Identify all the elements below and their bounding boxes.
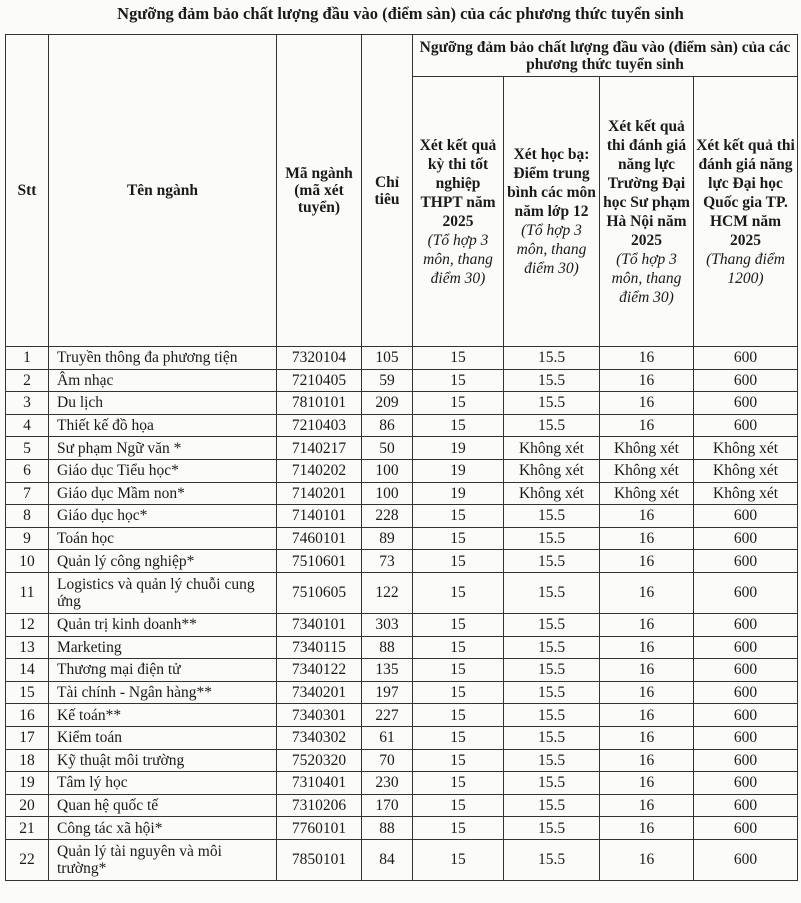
cell-name: Âm nhạc	[49, 369, 277, 392]
cell-m1: 15	[413, 839, 504, 880]
cell-m3: 16	[600, 347, 694, 370]
table-row	[6, 772, 798, 795]
cell-quota: 122	[362, 572, 413, 613]
cell-code: 7340122	[277, 659, 362, 682]
cell-m4: 600	[694, 527, 798, 550]
cell-code: 7140201	[277, 482, 362, 505]
cell-stt: 22	[6, 839, 49, 880]
cell-name: Toán học	[49, 527, 277, 550]
cell-m2: 15.5	[504, 347, 600, 370]
cell-m3: 16	[600, 414, 694, 437]
cell-code: 7320104	[277, 347, 362, 370]
cell-code: 7510605	[277, 572, 362, 613]
cell-name: Kỹ thuật môi trường	[49, 749, 277, 772]
cell-m4: Không xét	[694, 459, 798, 482]
cell-code: 7850101	[277, 839, 362, 880]
cell-m1: 15	[413, 613, 504, 636]
table-row	[6, 794, 798, 817]
cell-m4: 600	[694, 392, 798, 415]
cell-name: Thiết kế đồ họa	[49, 414, 277, 437]
cell-m3: 16	[600, 369, 694, 392]
cell-m3: 16	[600, 505, 694, 528]
table-row	[6, 505, 798, 528]
cell-m3: 16	[600, 772, 694, 795]
cell-m1: 15	[413, 505, 504, 528]
cell-quota: 73	[362, 550, 413, 573]
cell-m2: Không xét	[504, 459, 600, 482]
cell-m4: 600	[694, 636, 798, 659]
cell-m3: 16	[600, 659, 694, 682]
cell-stt: 21	[6, 817, 49, 840]
cell-quota: 86	[362, 414, 413, 437]
cell-name: Công tác xã hội*	[49, 817, 277, 840]
cell-name: Tâm lý học	[49, 772, 277, 795]
cell-m2: 15.5	[504, 505, 600, 528]
table-row	[6, 347, 798, 370]
cell-m1: 15	[413, 749, 504, 772]
cell-name: Quan hệ quốc tế	[49, 794, 277, 817]
cell-code: 7340302	[277, 726, 362, 749]
cell-m4: 600	[694, 550, 798, 573]
cell-m4: 600	[694, 613, 798, 636]
cell-stt: 16	[6, 704, 49, 727]
cell-m1: 15	[413, 794, 504, 817]
cell-name: Giáo dục Mầm non*	[49, 482, 277, 505]
cell-m1: 15	[413, 772, 504, 795]
table-row	[6, 817, 798, 840]
cell-m4: Không xét	[694, 482, 798, 505]
cell-stt: 19	[6, 772, 49, 795]
cell-m2: 15.5	[504, 794, 600, 817]
header-group: Ngưỡng đảm bảo chất lượng đầu vào (điểm sàn) của các phương thức tuyển sinh	[413, 35, 798, 77]
cell-code: 7810101	[277, 392, 362, 415]
cell-code: 7510601	[277, 550, 362, 573]
cell-m2: 15.5	[504, 636, 600, 659]
cell-m3: 16	[600, 839, 694, 880]
cell-quota: 105	[362, 347, 413, 370]
admission-threshold-table	[5, 34, 798, 881]
cell-m3: 16	[600, 572, 694, 613]
cell-name: Thương mại điện tử	[49, 659, 277, 682]
cell-code: 7340201	[277, 681, 362, 704]
table-row	[6, 414, 798, 437]
table-row	[6, 839, 798, 880]
cell-quota: 228	[362, 505, 413, 528]
cell-m4: 600	[694, 839, 798, 880]
cell-m1: 15	[413, 726, 504, 749]
cell-name: Quản lý công nghiệp*	[49, 550, 277, 573]
cell-m2: Không xét	[504, 482, 600, 505]
header-name: Tên ngành	[49, 35, 277, 347]
cell-stt: 17	[6, 726, 49, 749]
header-quota: Chỉ tiêu	[362, 35, 413, 347]
cell-m1: 19	[413, 482, 504, 505]
cell-stt: 9	[6, 527, 49, 550]
cell-m4: 600	[694, 794, 798, 817]
cell-name: Giáo dục học*	[49, 505, 277, 528]
cell-m2: 15.5	[504, 550, 600, 573]
cell-code: 7310206	[277, 794, 362, 817]
cell-m1: 15	[413, 659, 504, 682]
cell-quota: 88	[362, 636, 413, 659]
cell-stt: 20	[6, 794, 49, 817]
cell-m4: 600	[694, 817, 798, 840]
cell-name: Kế toán**	[49, 704, 277, 727]
cell-quota: 50	[362, 437, 413, 460]
cell-name: Tài chính - Ngân hàng**	[49, 681, 277, 704]
cell-m3: 16	[600, 704, 694, 727]
table-row	[6, 482, 798, 505]
cell-m1: 15	[413, 704, 504, 727]
cell-m2: 15.5	[504, 704, 600, 727]
cell-code: 7140202	[277, 459, 362, 482]
cell-m1: 15	[413, 392, 504, 415]
cell-stt: 11	[6, 572, 49, 613]
header-code: Mã ngành (mã xét tuyển)	[277, 35, 362, 347]
cell-m2: 15.5	[504, 749, 600, 772]
cell-code: 7460101	[277, 527, 362, 550]
cell-m2: 15.5	[504, 772, 600, 795]
cell-m4: 600	[694, 369, 798, 392]
header-method-3: Xét kết quả thi đánh giá năng lực Trường Đại học Sư phạm Hà Nội năm 2025 (Tổ hợp 3 môn, thang điểm 30)	[600, 77, 694, 347]
header-method-4: Xét kết quả thi đánh giá năng lực Đại học Quốc gia TP. HCM năm 2025 (Thang điểm 1200)	[694, 77, 798, 347]
table-row	[6, 704, 798, 727]
cell-code: 7210403	[277, 414, 362, 437]
table-row	[6, 392, 798, 415]
header-method-1: Xét kết quả kỳ thi tốt nghiệp THPT năm 2025 (Tổ hợp 3 môn, thang điểm 30)	[413, 77, 504, 347]
cell-m3: 16	[600, 613, 694, 636]
cell-m3: Không xét	[600, 482, 694, 505]
cell-name: Giáo dục Tiểu học*	[49, 459, 277, 482]
cell-m4: 600	[694, 572, 798, 613]
cell-code: 7310401	[277, 772, 362, 795]
cell-name: Sư phạm Ngữ văn *	[49, 437, 277, 460]
table-row	[6, 681, 798, 704]
cell-m4: Không xét	[694, 437, 798, 460]
cell-m2: Không xét	[504, 437, 600, 460]
cell-m4: 600	[694, 749, 798, 772]
cell-stt: 2	[6, 369, 49, 392]
cell-m4: 600	[694, 772, 798, 795]
table-row	[6, 636, 798, 659]
header-stt: Stt	[6, 35, 49, 347]
cell-m2: 15.5	[504, 414, 600, 437]
cell-quota: 227	[362, 704, 413, 727]
cell-code: 7520320	[277, 749, 362, 772]
cell-stt: 7	[6, 482, 49, 505]
cell-m3: 16	[600, 681, 694, 704]
cell-m1: 15	[413, 817, 504, 840]
table-row	[6, 726, 798, 749]
cell-quota: 84	[362, 839, 413, 880]
cell-m1: 15	[413, 636, 504, 659]
cell-name: Kiểm toán	[49, 726, 277, 749]
cell-code: 7340301	[277, 704, 362, 727]
cell-m2: 15.5	[504, 817, 600, 840]
cell-m1: 19	[413, 459, 504, 482]
cell-m1: 15	[413, 572, 504, 613]
cell-quota: 70	[362, 749, 413, 772]
cell-m4: 600	[694, 681, 798, 704]
cell-m1: 15	[413, 414, 504, 437]
page-title: Ngưỡng đảm bảo chất lượng đầu vào (điểm sàn) của các phương thức tuyển sinh	[117, 4, 684, 23]
table-row	[6, 613, 798, 636]
cell-quota: 230	[362, 772, 413, 795]
cell-code: 7340115	[277, 636, 362, 659]
cell-code: 7340101	[277, 613, 362, 636]
table-row	[6, 572, 798, 613]
cell-m4: 600	[694, 726, 798, 749]
cell-quota: 170	[362, 794, 413, 817]
cell-name: Du lịch	[49, 392, 277, 415]
cell-quota: 303	[362, 613, 413, 636]
cell-m4: 600	[694, 414, 798, 437]
cell-stt: 12	[6, 613, 49, 636]
cell-stt: 5	[6, 437, 49, 460]
cell-m2: 15.5	[504, 839, 600, 880]
table-row	[6, 459, 798, 482]
cell-stt: 3	[6, 392, 49, 415]
cell-m3: 16	[600, 817, 694, 840]
cell-m2: 15.5	[504, 572, 600, 613]
table-row	[6, 550, 798, 573]
cell-quota: 100	[362, 482, 413, 505]
table-row	[6, 659, 798, 682]
cell-quota: 197	[362, 681, 413, 704]
cell-m3: 16	[600, 726, 694, 749]
cell-quota: 100	[362, 459, 413, 482]
cell-code: 7210405	[277, 369, 362, 392]
table-row	[6, 527, 798, 550]
cell-m3: Không xét	[600, 459, 694, 482]
cell-name: Quản trị kinh doanh**	[49, 613, 277, 636]
table-row	[6, 369, 798, 392]
cell-quota: 209	[362, 392, 413, 415]
cell-stt: 8	[6, 505, 49, 528]
cell-name: Quản lý tài nguyên và môi trường*	[49, 839, 277, 880]
cell-stt: 13	[6, 636, 49, 659]
cell-m4: 600	[694, 505, 798, 528]
cell-code: 7760101	[277, 817, 362, 840]
cell-m3: Không xét	[600, 437, 694, 460]
cell-m3: 16	[600, 636, 694, 659]
cell-m2: 15.5	[504, 681, 600, 704]
cell-stt: 6	[6, 459, 49, 482]
cell-m2: 15.5	[504, 613, 600, 636]
cell-m1: 19	[413, 437, 504, 460]
cell-stt: 4	[6, 414, 49, 437]
cell-m3: 16	[600, 794, 694, 817]
cell-m2: 15.5	[504, 726, 600, 749]
cell-m3: 16	[600, 749, 694, 772]
cell-stt: 10	[6, 550, 49, 573]
cell-name: Truyền thông đa phương tiện	[49, 347, 277, 370]
cell-m4: 600	[694, 347, 798, 370]
cell-code: 7140101	[277, 505, 362, 528]
cell-m2: 15.5	[504, 659, 600, 682]
cell-quota: 135	[362, 659, 413, 682]
cell-m1: 15	[413, 550, 504, 573]
cell-m1: 15	[413, 527, 504, 550]
cell-m3: 16	[600, 392, 694, 415]
cell-m2: 15.5	[504, 392, 600, 415]
cell-m3: 16	[600, 527, 694, 550]
header-method-2: Xét học bạ: Điểm trung bình các môn năm lớp 12 (Tổ hợp 3 môn, thang điểm 30)	[504, 77, 600, 347]
cell-m4: 600	[694, 659, 798, 682]
cell-m2: 15.5	[504, 527, 600, 550]
table-row	[6, 749, 798, 772]
cell-stt: 15	[6, 681, 49, 704]
cell-m3: 16	[600, 550, 694, 573]
cell-name: Marketing	[49, 636, 277, 659]
cell-m4: 600	[694, 704, 798, 727]
cell-stt: 14	[6, 659, 49, 682]
cell-quota: 88	[362, 817, 413, 840]
cell-name: Logistics và quản lý chuỗi cung ứng	[49, 572, 277, 613]
cell-m2: 15.5	[504, 369, 600, 392]
cell-quota: 61	[362, 726, 413, 749]
cell-code: 7140217	[277, 437, 362, 460]
cell-quota: 59	[362, 369, 413, 392]
cell-stt: 18	[6, 749, 49, 772]
table-row	[6, 437, 798, 460]
table-body	[6, 347, 798, 881]
cell-m1: 15	[413, 681, 504, 704]
cell-quota: 89	[362, 527, 413, 550]
cell-m1: 15	[413, 369, 504, 392]
cell-m1: 15	[413, 347, 504, 370]
cell-stt: 1	[6, 347, 49, 370]
